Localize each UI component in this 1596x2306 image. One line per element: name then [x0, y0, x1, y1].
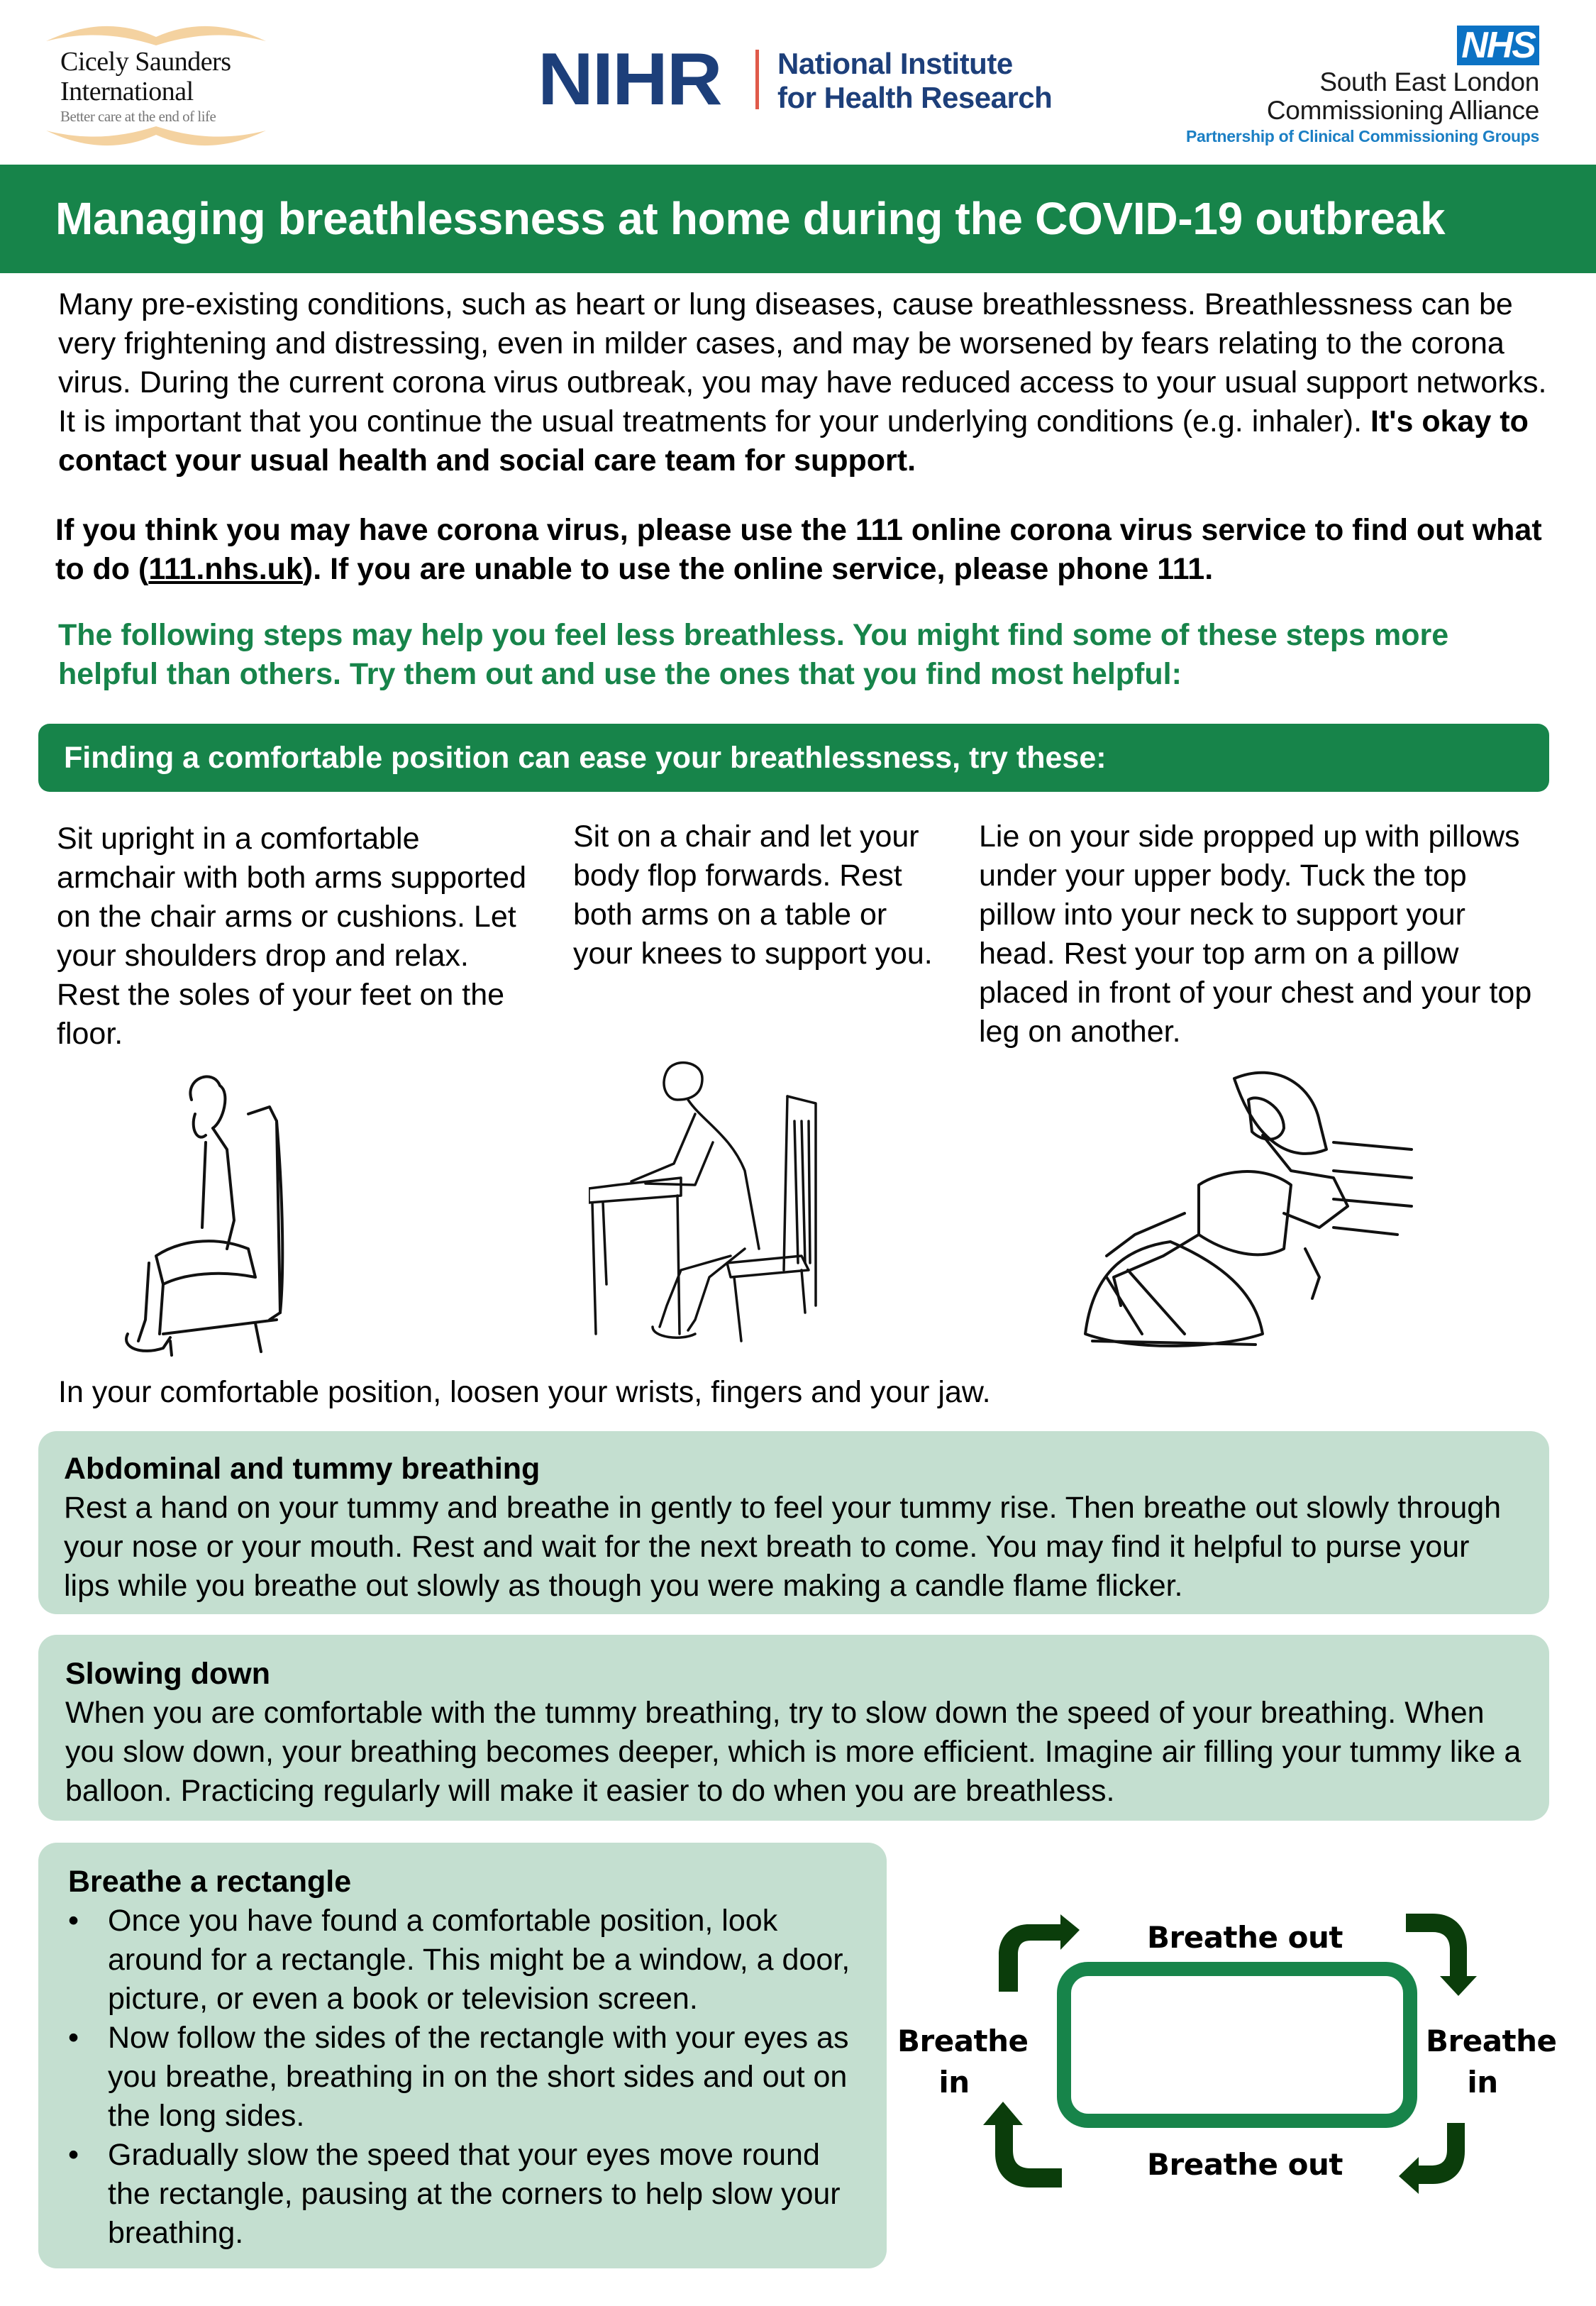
curved-arrow-right-down-icon — [1406, 1914, 1477, 1996]
nhs-org-line2: Commissioning Alliance — [1266, 96, 1539, 125]
title-banner — [0, 165, 1596, 273]
page-title: Managing breathlessness at home during the COVID-19 outbreak — [55, 193, 1446, 244]
nhs-org-line1: South East London — [1319, 67, 1539, 96]
list-item: • Once you have found a comfortable position, look around for a rectangle. This might be a window, a door, picture, or even a book or television screen. — [68, 1902, 865, 2019]
breathe-out-top-label: Breathe out — [1147, 1920, 1343, 1955]
position-2-text: Sit on a chair and let your body flop forwards. Rest both arms on a table or your knees to support you. — [573, 820, 933, 971]
nhs-badge: NHS — [1457, 26, 1539, 65]
positions-heading: Finding a comfortable position can ease your breathlessness, try these: — [64, 741, 1107, 775]
rectangle-shape — [1064, 1969, 1410, 2121]
nihr-full-name: National Institute for Health Research — [777, 47, 1053, 114]
loosen-tip: In your comfortable position, loosen your wrists, fingers and your jaw. — [58, 1375, 991, 1409]
position-1-text: Sit upright in a comfortable armchair with both arms supported on the chair arms or cushions. Let your shoulders drop and relax. Rest the soles of your feet on the floor. — [57, 822, 527, 1051]
nihr-divider — [755, 50, 759, 109]
curved-arrow-left-up-icon — [983, 2102, 1062, 2188]
positions-heading-bar — [38, 724, 1549, 792]
csi-tagline: Better care at the end of life — [60, 108, 216, 125]
intro-paragraph: Many pre-existing conditions, such as heart or lung diseases, cause breathlessness. Breathlessness can be very frightening and distressing, even in milder cases, and may be worsened by fears relating to the corona virus. During the current corona virus outbreak, you may have reduced access to your usual support networks. It is important that you continue the usual treatments for your underlying conditions (e.g. inhaler). It's okay to contact your usual health and social care team for support. — [58, 287, 1547, 478]
abdominal-heading: Abdominal and tummy breathing — [64, 1452, 541, 1486]
person-lying-on-side-with-pillows-illustration — [1078, 1064, 1433, 1355]
bullet-icon: • — [68, 1904, 79, 1938]
logo-swoosh-icon — [43, 18, 270, 47]
csi-name: Cicely Saunders International — [60, 47, 231, 106]
breathe-rectangle-diagram — [894, 1859, 1596, 2214]
abdominal-breathing-box — [38, 1431, 1549, 1614]
breathe-out-bottom-label: Breathe out — [1147, 2147, 1343, 2182]
cicely-saunders-logo — [43, 18, 270, 150]
position-3-text: Lie on your side propped up with pillows under your upper body. Tuck the top pillow into your neck to support your head. Rest your top arm on a pillow placed in front of your chest and your top leg on another. — [979, 820, 1532, 1049]
person-leaning-forward-on-table-illustration — [589, 1057, 851, 1355]
breathe-in-right-label: Breathe in — [1426, 2024, 1557, 2100]
list-item: • Now follow the sides of the rectangle with your eyes as you breathe, breathing in on the short sides and out on the long sides. — [68, 2019, 865, 2136]
nhs-sel-logo — [1142, 26, 1539, 146]
list-item: • Gradually slow the speed that your eyes move round the rectangle, pausing at the corners to help slow your breathing. — [68, 2136, 865, 2253]
curved-arrow-down-left-icon — [1399, 2123, 1465, 2194]
slowing-heading: Slowing down — [65, 1657, 271, 1691]
nhs-111-link[interactable]: 111.nhs.uk — [148, 552, 303, 586]
nhs-partnership: Partnership of Clinical Commissioning Groups — [1186, 127, 1539, 145]
rectangle-heading: Breathe a rectangle — [68, 1865, 352, 1899]
breathe-rectangle-box — [38, 1843, 887, 2268]
nihr-mark: NIHR — [538, 38, 721, 121]
intro-emphasis: It's okay to contact your usual health and social care team for support. — [58, 404, 1529, 478]
breathe-in-left-label: Breathe in — [897, 2024, 1029, 2100]
slowing-down-box — [38, 1635, 1549, 1821]
helpful-steps-intro: The following steps may help you feel less breathless. You might find some of these steps more helpful than others. Try them out and use the ones that you find most helpful: — [58, 618, 1449, 691]
bullet-icon: • — [68, 2021, 79, 2055]
corona-warning: If you think you may have corona virus, please use the 111 online corona virus service to find out what to do (111.nhs.uk). If you are unable to use the online service, please phone 111. — [55, 513, 1542, 586]
person-seated-in-armchair-illustration — [106, 1064, 333, 1362]
rectangle-steps-list — [68, 1902, 865, 2253]
bullet-icon: • — [68, 2138, 79, 2172]
slowing-text: When you are comfortable with the tummy breathing, try to slow down the speed of your breathing. When you slow down, your breathing becomes deeper, which is more efficient. Imagine air filling your tummy like a balloon. Practicing regularly will make it easier to do when you are breathless. — [65, 1696, 1522, 1808]
header-logos — [0, 0, 1596, 165]
logo-swoosh-icon — [43, 125, 270, 153]
abdominal-text: Rest a hand on your tummy and breathe in gently to feel your tummy rise. Then breathe out slowly through your nose or your mouth. Rest and wait for the next breath to come. You may find it helpful to purse your lips while you breathe out slowly as though you were making a candle flame flicker. — [64, 1491, 1502, 1603]
